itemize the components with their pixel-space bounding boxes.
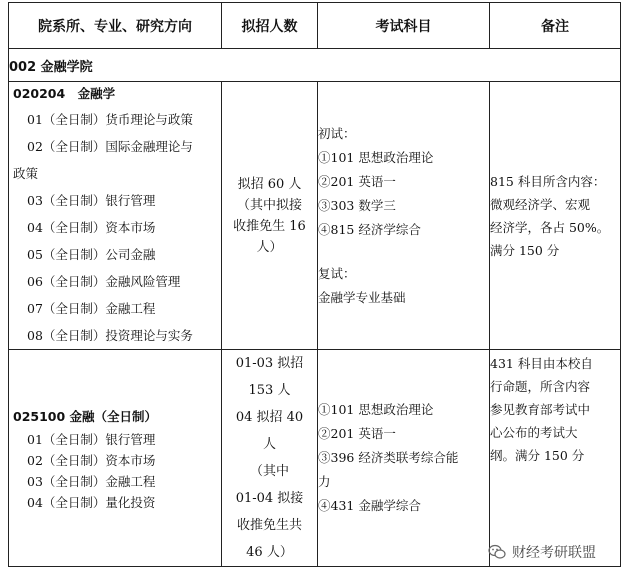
prelim-label: 初试： bbox=[318, 125, 356, 141]
note-line: 行命题，所含内容 bbox=[490, 379, 591, 394]
department-row bbox=[9, 49, 621, 82]
quota-line: 人 bbox=[262, 437, 276, 452]
quota-line: 人） bbox=[256, 239, 283, 255]
note-line: 经济学，各占 50%。 bbox=[490, 219, 610, 235]
admission-table bbox=[8, 2, 621, 567]
list-item: 政策 bbox=[13, 166, 39, 181]
exam-subject: ④431 金融学综合 bbox=[318, 498, 421, 513]
exam-subject: 力 bbox=[318, 474, 331, 489]
list-item: 02（全日制）资本市场 bbox=[27, 453, 156, 468]
watermark-text: 财经考研联盟 bbox=[512, 545, 596, 561]
table-row bbox=[9, 350, 621, 567]
quota-line: 01-03 拟招 bbox=[235, 356, 304, 371]
quota-line: 04 拟招 40 bbox=[235, 410, 304, 425]
quota-line: （其中 bbox=[249, 464, 289, 479]
exam-subject: ②201 英语一 bbox=[318, 426, 396, 441]
header-department: 院系所、专业、研究方向 bbox=[9, 3, 222, 49]
retest-subject: 金融学专业基础 bbox=[318, 289, 406, 305]
list-item: 01（全日制）货币理论与政策 bbox=[27, 112, 193, 127]
direction-list bbox=[9, 429, 221, 513]
list-item: 04（全日制）资本市场 bbox=[27, 220, 156, 235]
note-cell bbox=[490, 350, 621, 567]
exam-subject: ③396 经济类联考综合能 bbox=[318, 450, 459, 465]
major-title: 025100 金融（全日制） bbox=[13, 409, 158, 424]
note-line: 815 科目所含内容： bbox=[490, 173, 606, 189]
exam-subject: ④815 经济学综合 bbox=[318, 221, 421, 237]
note-cell bbox=[490, 82, 621, 350]
major-cell bbox=[9, 82, 222, 350]
watermark bbox=[488, 542, 596, 562]
quota-line: 拟招 60 人 bbox=[237, 176, 302, 192]
header-quota: 拟招人数 bbox=[222, 3, 318, 49]
note-line: 微观经济学、宏观 bbox=[490, 196, 591, 212]
quota-line: 46 人） bbox=[246, 545, 293, 560]
direction-list bbox=[9, 106, 221, 349]
header-exam: 考试科目 bbox=[318, 3, 490, 49]
quota-line: （其中拟接 bbox=[236, 197, 302, 213]
exam-cell bbox=[318, 82, 490, 350]
note-line: 431 科目由本校自 bbox=[490, 356, 593, 371]
list-item: 05（全日制）公司金融 bbox=[27, 247, 156, 262]
list-item: 01（全日制）银行管理 bbox=[27, 432, 156, 447]
major-title: 020204 金融学 bbox=[13, 86, 116, 101]
exam-subject: ②201 英语一 bbox=[318, 173, 396, 189]
list-item: 03（全日制）金融工程 bbox=[27, 474, 156, 489]
list-item: 03（全日制）银行管理 bbox=[27, 193, 156, 208]
list-item: 02（全日制）国际金融理论与 bbox=[27, 139, 193, 154]
table-row bbox=[9, 82, 621, 350]
wechat-icon bbox=[488, 544, 506, 560]
quota-line: 收推免生 16 bbox=[233, 218, 306, 234]
note-line: 参见教育部考试中 bbox=[490, 402, 591, 417]
exam-subject: ③303 数学三 bbox=[318, 197, 396, 213]
list-item: 08（全日制）投资理论与实务 bbox=[27, 328, 193, 343]
list-item: 06（全日制）金融风险管理 bbox=[27, 274, 181, 289]
quota-cell bbox=[222, 350, 318, 567]
list-item: 07（全日制）金融工程 bbox=[27, 301, 156, 316]
quota-line: 01-04 拟接 bbox=[235, 491, 304, 506]
exam-cell bbox=[318, 350, 490, 567]
exam-subject: ①101 思想政治理论 bbox=[318, 402, 434, 417]
exam-subject: ①101 思想政治理论 bbox=[318, 149, 434, 165]
quota-cell bbox=[222, 82, 318, 350]
department-name: 002 金融学院 bbox=[9, 49, 621, 82]
table-header-row bbox=[9, 3, 621, 49]
retest-label: 复试： bbox=[318, 265, 356, 281]
note-line: 心公布的考试大 bbox=[490, 425, 578, 440]
quota-line: 收推免生共 bbox=[236, 518, 302, 533]
quota-line: 153 人 bbox=[248, 383, 291, 398]
major-cell bbox=[9, 350, 222, 567]
note-line: 满分 150 分 bbox=[490, 242, 560, 258]
list-item: 04（全日制）量化投资 bbox=[27, 495, 156, 510]
note-line: 纲。满分 150 分 bbox=[490, 448, 585, 463]
header-note: 备注 bbox=[490, 3, 621, 49]
